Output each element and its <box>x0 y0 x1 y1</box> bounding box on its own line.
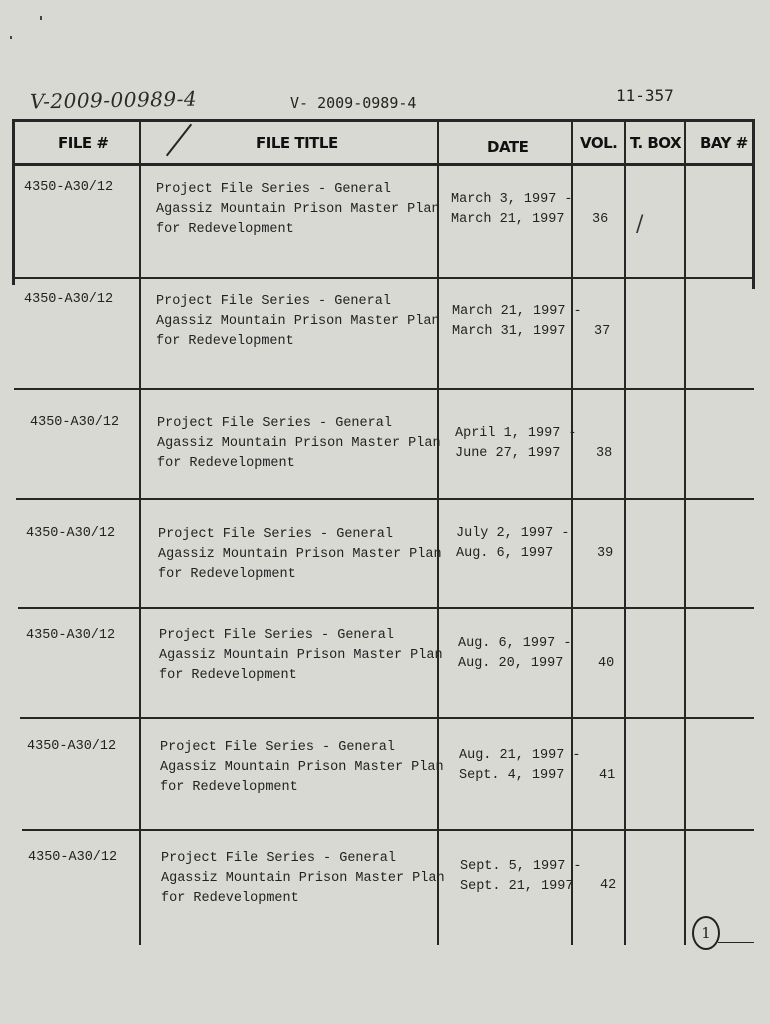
header-t-box: T. BOX <box>630 134 682 152</box>
row-4-file-no: 4350-A30/12 <box>26 526 116 541</box>
row-5-vol: 40 <box>598 656 615 671</box>
col-separator-tbox <box>624 119 626 945</box>
handwritten-reference: V-2009-00989-4 <box>29 86 198 114</box>
row-1-title-line-3: for Redevelopment <box>156 222 294 237</box>
row-4-date-end: Aug. 6, 1997 <box>456 546 554 561</box>
scan-speck <box>40 16 42 20</box>
header-file-no: FILE # <box>58 134 109 152</box>
row-7-title-line-1: Project File Series - General <box>161 851 396 866</box>
row-5-title-line-3: for Redevelopment <box>159 668 297 683</box>
row-separator <box>20 717 754 719</box>
row-separator <box>14 388 754 390</box>
row-5-title-line-1: Project File Series - General <box>159 628 394 643</box>
row-7-file-no: 4350-A30/12 <box>28 850 118 865</box>
row-2-vol: 37 <box>594 324 611 339</box>
row-4-date <box>456 524 569 564</box>
row-1-title-line-2: Agassiz Mountain Prison Master Plan <box>156 202 440 217</box>
header-bay: BAY # <box>700 134 748 152</box>
row-7-title-line-2: Agassiz Mountain Prison Master Plan <box>161 871 445 886</box>
row-1-date-end: March 21, 1997 <box>451 212 565 227</box>
row-6-date-end: Sept. 4, 1997 <box>459 768 565 783</box>
row-4-vol: 39 <box>597 546 614 561</box>
table-right-border <box>752 119 755 289</box>
row-5-date <box>458 634 571 674</box>
row-5-title <box>159 626 443 686</box>
row-2-title-line-3: for Redevelopment <box>156 334 294 349</box>
row-3-title-line-3: for Redevelopment <box>157 456 295 471</box>
row-separator <box>18 607 754 609</box>
row-6-title-line-2: Agassiz Mountain Prison Master Plan <box>160 760 444 775</box>
row-1-title <box>156 180 440 240</box>
row-2-title-line-2: Agassiz Mountain Prison Master Plan <box>156 314 440 329</box>
row-3-title-line-1: Project File Series - General <box>157 416 392 431</box>
row-6-date-start: Aug. 21, 1997 - <box>459 748 581 763</box>
row-2-date <box>452 302 582 342</box>
row-1-t-box: / <box>636 212 644 237</box>
row-4-title-line-1: Project File Series - General <box>158 527 393 542</box>
row-7-title-line-3: for Redevelopment <box>161 891 299 906</box>
row-1-title-line-1: Project File Series - General <box>156 182 391 197</box>
row-3-file-no: 4350-A30/12 <box>30 415 120 430</box>
typed-reference: V- 2009-0989-4 <box>290 94 417 112</box>
row-5-date-end: Aug. 20, 1997 <box>458 656 564 671</box>
row-1-file-no: 4350-A30/12 <box>24 180 114 195</box>
row-7-vol: 42 <box>600 878 617 893</box>
header-date: DATE <box>487 138 529 156</box>
row-2-date-end: March 31, 1997 <box>452 324 566 339</box>
header-vol: VOL. <box>580 134 618 152</box>
scan-speck <box>10 36 12 39</box>
row-4-title-line-2: Agassiz Mountain Prison Master Plan <box>158 547 442 562</box>
header-bottom-border <box>12 163 754 166</box>
row-6-title-line-1: Project File Series - General <box>160 740 395 755</box>
row-separator <box>22 829 754 831</box>
row-1-date <box>451 190 573 230</box>
page-number-stamp-text: 1 <box>701 924 711 942</box>
row-7-date-start: Sept. 5, 1997 - <box>460 859 582 874</box>
header-file-title: FILE TITLE <box>256 134 338 152</box>
row-5-title-line-2: Agassiz Mountain Prison Master Plan <box>159 648 443 663</box>
col-separator-title <box>139 119 141 945</box>
col-separator-bay <box>684 119 686 945</box>
row-separator <box>12 277 754 279</box>
row-1-vol: 36 <box>592 212 609 227</box>
row-2-title-line-1: Project File Series - General <box>156 294 391 309</box>
row-separator <box>16 498 754 500</box>
row-7-title <box>161 849 445 909</box>
row-6-vol: 41 <box>599 768 616 783</box>
page-number-stamp <box>692 916 720 950</box>
row-3-date-start: April 1, 1997 - <box>455 426 577 441</box>
row-7-date-end: Sept. 21, 1997 <box>460 879 574 894</box>
row-5-date-start: Aug. 6, 1997 - <box>458 636 572 651</box>
row-6-title <box>160 738 444 798</box>
table-left-border <box>12 119 15 285</box>
row-4-date-start: July 2, 1997 - <box>456 526 570 541</box>
row-6-title-line-3: for Redevelopment <box>160 780 298 795</box>
row-2-title <box>156 292 440 352</box>
box-number: 11-357 <box>616 86 674 105</box>
row-6-date <box>459 746 581 786</box>
row-2-date-start: March 21, 1997 - <box>452 304 582 319</box>
row-3-title <box>157 414 441 474</box>
row-1-date-start: March 3, 1997 - <box>451 192 573 207</box>
row-3-date <box>455 424 577 464</box>
table-top-border <box>12 119 754 122</box>
row-6-file-no: 4350-A30/12 <box>27 739 117 754</box>
row-7-date <box>460 857 582 897</box>
row-4-title-line-3: for Redevelopment <box>158 567 296 582</box>
col-separator-vol <box>571 119 573 945</box>
row-4-title <box>158 525 442 585</box>
row-5-file-no: 4350-A30/12 <box>26 628 116 643</box>
row-3-title-line-2: Agassiz Mountain Prison Master Plan <box>157 436 441 451</box>
header-slash-mark <box>166 124 192 157</box>
row-3-date-end: June 27, 1997 <box>455 446 561 461</box>
row-3-vol: 38 <box>596 446 613 461</box>
bottom-edge-line <box>718 942 754 943</box>
row-2-file-no: 4350-A30/12 <box>24 292 114 307</box>
